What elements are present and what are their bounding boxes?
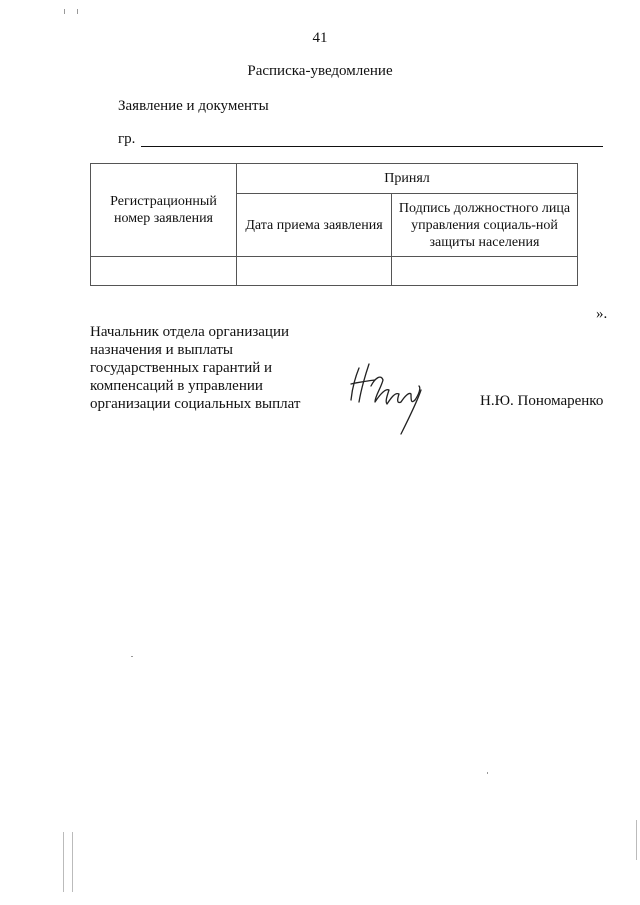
- scan-speck: [131, 656, 133, 657]
- page-number: 41: [312, 30, 328, 46]
- signer-title-line: организации социальных выплат: [90, 396, 301, 412]
- citizen-name-line: [118, 131, 603, 147]
- signature-header: Подпись должностного лица управления социаль-ной защиты населения: [392, 194, 578, 257]
- scan-speck: [72, 832, 73, 892]
- reg-number-cell: [91, 257, 237, 286]
- receipt-table: [90, 163, 578, 286]
- citizen-name-blank: [141, 133, 603, 147]
- citizen-prefix: гр.: [118, 131, 136, 147]
- handwritten-signature-icon: [345, 356, 435, 438]
- closing-quote: ».: [596, 306, 608, 322]
- signature-cell: [392, 257, 578, 286]
- signer-title-line: Начальник отдела организации: [90, 324, 290, 340]
- document-subtitle: Заявление и документы: [118, 98, 269, 114]
- date-cell: [237, 257, 392, 286]
- signer-title-line: компенсаций в управлении: [90, 378, 263, 394]
- scan-speck: [77, 9, 78, 14]
- date-header: Дата приема заявления: [237, 194, 392, 257]
- signer-title: [90, 323, 300, 413]
- signer-name: Н.Ю. Пономаренко: [480, 393, 604, 409]
- scan-speck: [64, 9, 65, 14]
- accepted-header: Принял: [237, 164, 578, 194]
- scan-speck: [487, 772, 488, 774]
- signer-title-line: назначения и выплаты: [90, 342, 233, 358]
- signer-title-line: государственных гарантий и: [90, 360, 273, 376]
- scan-speck: [636, 820, 637, 860]
- document-title: Расписка-уведомление: [247, 63, 393, 79]
- scan-speck: [63, 832, 64, 892]
- reg-number-header: Регистрационный номер заявления: [91, 164, 237, 257]
